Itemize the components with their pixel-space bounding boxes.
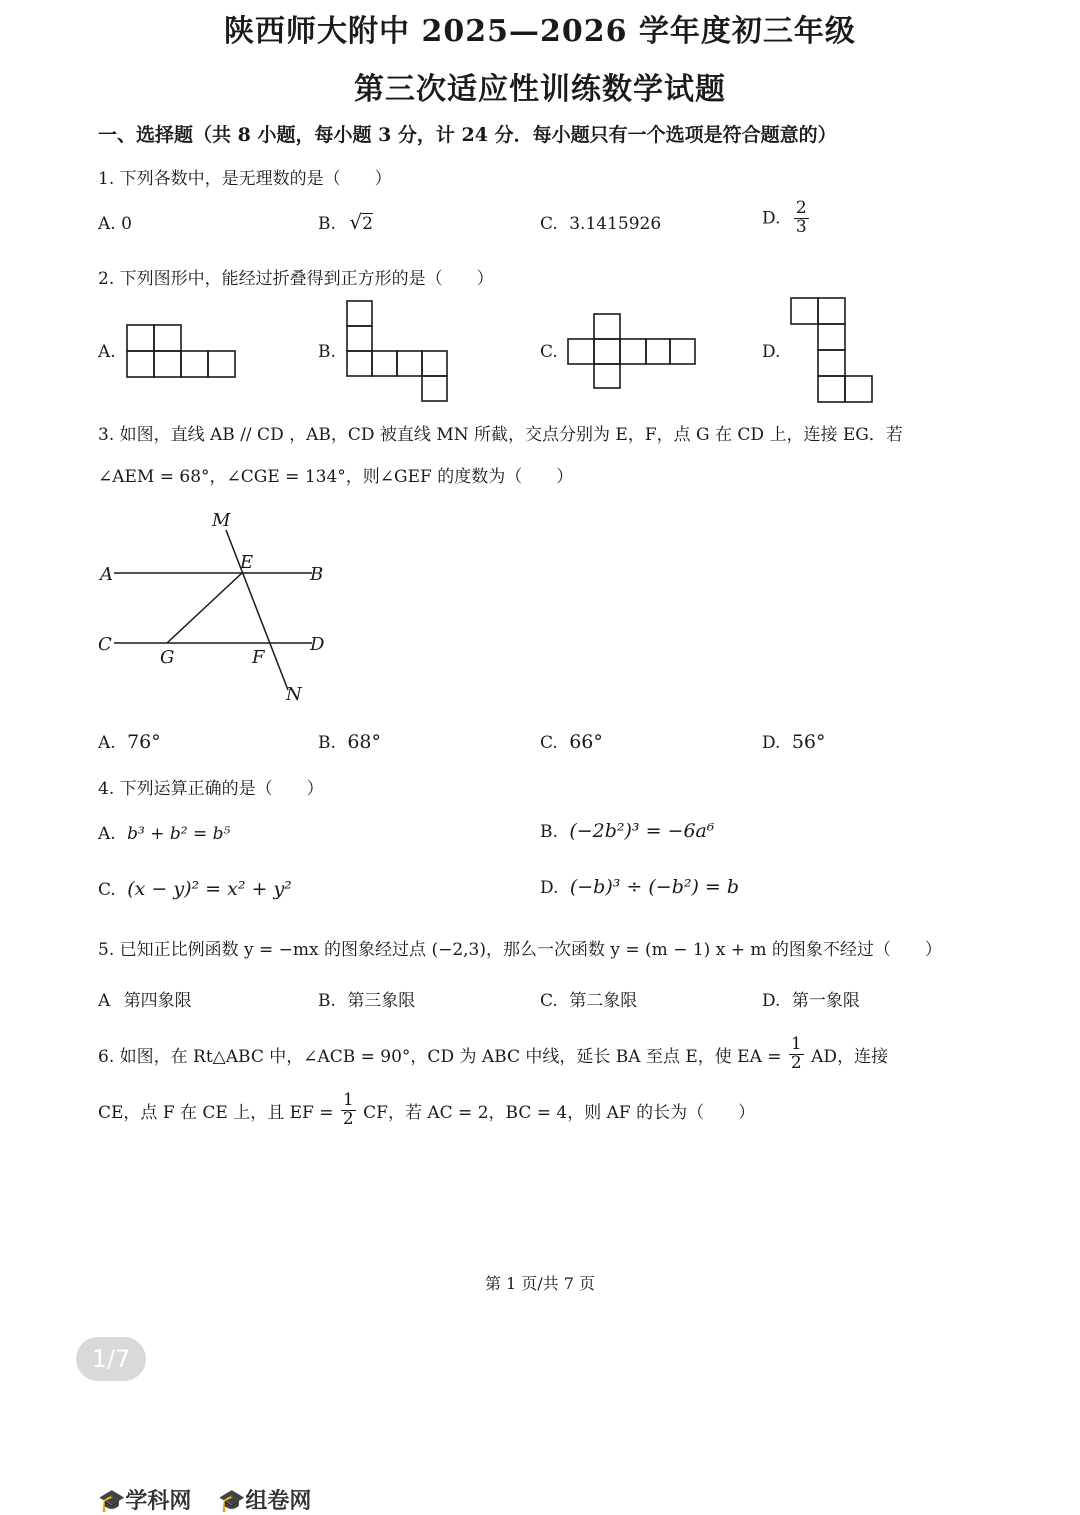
option-value: 2 [362, 214, 373, 234]
q6-line-2-text: CE，点 F 在 CE 上，且 EF = [98, 1102, 334, 1123]
option-label: A. [98, 733, 116, 753]
brand-zujuan[interactable] [218, 1484, 312, 1514]
option-value: 第二象限 [569, 991, 638, 1011]
option-label: C. [98, 880, 116, 900]
option-value: 68° [347, 731, 381, 753]
option-label: C. [540, 991, 558, 1011]
net-c [568, 314, 695, 388]
fraction-numerator: 2 [795, 198, 807, 218]
option-value: 66° [569, 731, 603, 753]
option-value: b³ + b² = b⁵ [127, 824, 231, 844]
option-value: 76° [127, 731, 161, 753]
option-label: D. [762, 991, 781, 1011]
net-d [791, 298, 872, 402]
option-label: A [98, 991, 111, 1011]
sqrt-symbol: √2 [349, 210, 373, 234]
q3-option-d [762, 731, 826, 753]
option-value: 56° [791, 731, 826, 753]
section-heading: 一、选择题（共 8 小题，每小题 3 分，计 24 分．每小题只有一个选项是符合题意的） [98, 124, 837, 146]
q1-option-d [762, 200, 811, 237]
graduation-cap-icon: 🎓 [98, 1489, 126, 1514]
page-number-text: 第 1 页/共 7 页 [484, 1274, 596, 1293]
label-n: N [286, 684, 302, 705]
q4-option-a [98, 824, 230, 844]
graduation-cap-icon: 🎓 [218, 1489, 246, 1514]
option-value: 3.1415926 [569, 214, 662, 234]
segment-eg [167, 573, 242, 643]
option-value: 第三象限 [347, 991, 416, 1011]
option-label: C. [540, 214, 558, 234]
option-label: D. [762, 208, 781, 229]
label-m: M [212, 510, 231, 531]
q1-option-b [318, 210, 373, 234]
q2-option-a-label: A. [98, 342, 116, 362]
title-line-1: 陕西师大附中 2025—2026 学年度初三年级 [224, 14, 856, 49]
option-label: A. [98, 214, 116, 234]
label-b: B [310, 564, 324, 585]
option-value: 第一象限 [791, 991, 860, 1011]
q5-stem: 5. 已知正比例函数 y = −mx 的图象经过点 (−2,3)，那么一次函数 y = (m − 1) x + m 的图象不经过（ ） [98, 940, 942, 960]
q4-stem: 4. 下列运算正确的是（ ） [98, 779, 324, 799]
q4-option-b [540, 820, 715, 842]
option-value: 第四象限 [123, 991, 192, 1011]
option-value: (x − y)² = x² + y² [127, 878, 292, 900]
label-a: A [100, 564, 113, 585]
q3-stem-line-2: ∠AEM = 68°，∠CGE = 134°，则∠GEF 的度数为（ ） [98, 467, 574, 487]
q6-line-2 [98, 1092, 755, 1129]
fraction-numerator: 1 [790, 1034, 802, 1054]
fraction-denominator: 3 [795, 216, 807, 237]
brand-xueke-label: 学科网 [125, 1489, 192, 1514]
label-g: G [160, 647, 175, 668]
page-indicator: 1/7 [76, 1337, 146, 1381]
q1-stem: 1. 下列各数中，是无理数的是（ ） [98, 169, 392, 189]
option-label: D. [762, 733, 781, 753]
fraction [794, 200, 809, 237]
label-d: D [310, 634, 325, 655]
brand-xueke[interactable] [98, 1484, 192, 1514]
q6-line-2-tail: CF，若 AC = 2，BC = 4，则 AF 的长为（ ） [363, 1102, 756, 1123]
option-label: B. [540, 822, 558, 842]
q3-option-a [98, 731, 161, 753]
q6-line-1 [98, 1036, 888, 1073]
fraction-denominator: 2 [342, 1108, 354, 1129]
option-label: B. [318, 214, 336, 234]
q2-option-d-label: D. [762, 342, 781, 362]
q5-option-a [98, 986, 192, 1011]
q2-stem: 2. 下列图形中，能经过折叠得到正方形的是（ ） [98, 269, 494, 289]
option-label: C. [540, 733, 558, 753]
option-label: A. [98, 824, 116, 844]
q3-option-c [540, 731, 603, 753]
q2-option-b-label: B. [318, 342, 336, 362]
q5-option-b [318, 986, 415, 1011]
q6-line-1-text: 6. 如图，在 Rt△ABC 中，∠ACB = 90°，CD 为 ABC 中线，延长 BA 至点 E，使 EA = [98, 1046, 782, 1067]
option-value: (−b)³ ÷ (−b²) = b [569, 876, 740, 898]
label-c: C [98, 634, 112, 655]
title-line-2: 第三次适应性训练数学试题 [354, 72, 726, 107]
fraction [789, 1036, 804, 1073]
fraction-denominator: 2 [790, 1052, 802, 1073]
fraction-numerator: 1 [342, 1090, 354, 1110]
q2-nets-figure [0, 290, 1080, 410]
option-label: D. [540, 878, 559, 898]
q3-stem-line-1: 3. 如图，直线 AB // CD ，AB，CD 被直线 MN 所截，交点分别为 E，F，点 G 在 CD 上，连接 EG．若 [98, 425, 903, 445]
q2-option-c-label: C. [540, 342, 558, 362]
fraction [341, 1092, 356, 1129]
q1-option-c [540, 214, 661, 234]
q4-option-c [98, 878, 292, 900]
option-value: 0 [121, 214, 132, 234]
q1-option-a [98, 214, 132, 234]
option-label: B. [318, 733, 336, 753]
q5-option-c [540, 986, 637, 1011]
label-e: E [240, 552, 254, 573]
q6-line-1-tail: AD，连接 [811, 1046, 889, 1067]
net-a [127, 325, 235, 377]
q3-option-b [318, 731, 381, 753]
brand-zujuan-label: 组卷网 [245, 1489, 312, 1514]
q4-option-d [540, 876, 739, 898]
q5-option-d [762, 986, 860, 1011]
net-b [347, 301, 447, 401]
option-label: B. [318, 991, 336, 1011]
label-f: F [252, 647, 265, 668]
q3-geometry-figure [90, 500, 350, 710]
option-value: (−2b²)³ = −6a⁶ [569, 820, 715, 842]
